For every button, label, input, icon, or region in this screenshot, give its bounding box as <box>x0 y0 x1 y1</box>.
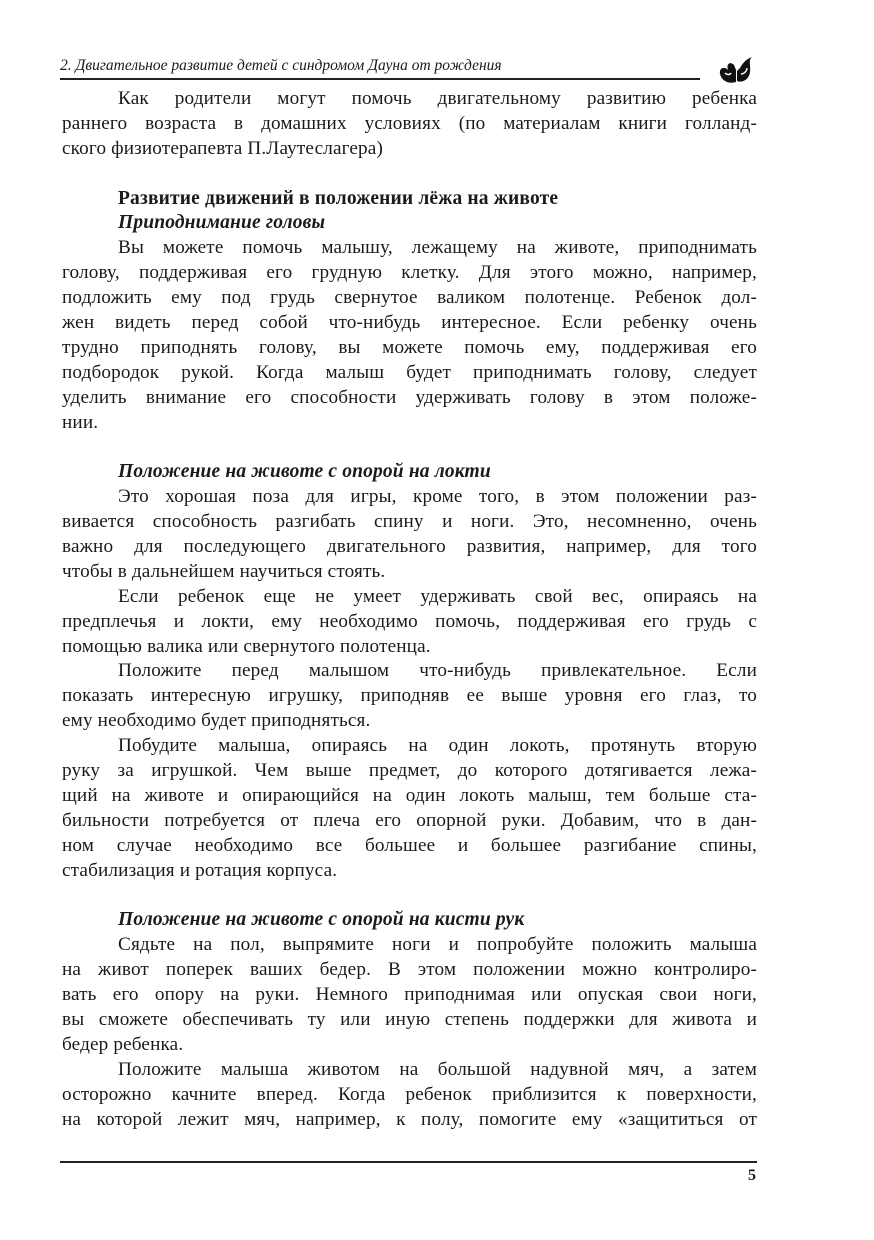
spacer <box>62 884 757 909</box>
text-line: Приподнимание головы <box>118 212 326 234</box>
text-line: ского физиотерапевта П.Лаутеслагера) <box>62 137 384 159</box>
text-line: трудно приподнять голову, вы можете помочь ему, поддерживая его <box>62 336 757 358</box>
page-body <box>62 87 757 1132</box>
section-heading <box>62 187 757 212</box>
text-line: Сядьте на пол, выпрямите ноги и попробуйте положить малыша <box>118 934 757 956</box>
spacer <box>62 162 757 187</box>
text-line: Положите перед малышом что-нибудь привлекательное. Если <box>118 660 757 682</box>
text-line: помощью валика или свернутого полотенца. <box>62 635 431 657</box>
paragraph <box>62 659 757 734</box>
text-line: Это хорошая поза для игры, кроме того, в этом положении раз- <box>118 486 757 508</box>
text-line: Побудите малыша, опираясь на один локоть, протянуть вторую <box>118 735 757 757</box>
text-line: голову, поддерживая его грудную клетку. Для этого можно, например, <box>62 262 757 284</box>
paragraph <box>62 1058 757 1133</box>
section-heading <box>62 460 757 485</box>
text-line: Если ребенок еще не умеет удерживать свой вес, опираясь на <box>118 585 757 607</box>
text-line: показать интересную игрушку, приподняв ее выше уровня его глаз, то <box>62 685 757 707</box>
text-line: Вы можете помочь малышу, лежащему на животе, приподнимать <box>118 237 757 259</box>
paragraph <box>62 236 757 435</box>
text-line: Положение на животе с опорой на кисти рук <box>118 909 525 931</box>
text-line: щий на животе и опирающийся на один локоть малыш, тем больше ста- <box>62 784 757 806</box>
section-heading <box>62 908 757 933</box>
text-line: осторожно качните вперед. Когда ребенок приблизится к поверхности, <box>62 1083 757 1105</box>
spacer <box>62 435 757 460</box>
text-line: подложить ему под грудь свернутое валиком полотенце. Ребенок дол- <box>62 287 757 309</box>
text-line: Положение на животе с опорой на локти <box>118 461 491 483</box>
text-line: Как родители могут помочь двигательному развитию ребенка <box>118 88 757 109</box>
paragraph <box>62 933 757 1057</box>
text-line: на живот поперек ваших бедер. В этом положении можно контролиро- <box>62 959 757 981</box>
page-number: 5 <box>748 1167 756 1184</box>
paragraph <box>62 734 757 883</box>
text-line: вать его опору на руки. Немного приподнимая или опуская свои ноги, <box>62 984 757 1006</box>
running-header <box>60 56 700 80</box>
text-line: уделить внимание его способности удерживать голову в этом положе- <box>62 386 757 408</box>
text-line: стабилизация и ротация корпуса. <box>62 859 338 881</box>
text-line: на которой лежит мяч, например, к полу, помогите ему «защититься от <box>62 1108 757 1130</box>
text-line: нии. <box>62 411 99 433</box>
paragraph <box>62 87 757 162</box>
text-line: ном случае необходимо все большее и большее разгибание спины, <box>62 834 757 856</box>
text-line: жен видеть перед собой что-нибудь интересное. Если ребенку очень <box>62 312 757 334</box>
paragraph <box>62 485 757 585</box>
butterfly-icon <box>716 56 756 86</box>
text-line: важно для последующего двигательного развития, например, для того <box>62 536 757 558</box>
text-line: бедер ребенка. <box>62 1033 184 1055</box>
text-line: подбородок рукой. Когда малыш будет приподнимать голову, следует <box>62 361 757 383</box>
text-line: предплечья и локти, ему необходимо помочь, поддерживая его грудь с <box>62 610 757 632</box>
section-heading <box>62 211 757 236</box>
text-line: бильности потребуется от плеча его опорной руки. Добавим, что в дан- <box>62 809 757 831</box>
text-line: вы сможете обеспечивать ту или иную степень поддержки для живота и <box>62 1008 757 1030</box>
text-line: ему необходимо будет приподняться. <box>62 710 371 732</box>
text-line: Положите малыша животом на большой надувной мяч, а затем <box>118 1058 757 1080</box>
footer-rule <box>60 1161 757 1163</box>
text-line: руку за игрушкой. Чем выше предмет, до которого дотягивается лежа- <box>62 760 757 782</box>
text-line: раннего возраста в домашних условиях (по материалам книги голланд- <box>62 112 757 134</box>
paragraph <box>62 585 757 660</box>
running-title: 2. Двигательное развитие детей с синдромом Дауна от рождения <box>60 57 502 74</box>
text-line: чтобы в дальнейшем научиться стоять. <box>62 560 386 582</box>
text-line: вивается способность разгибать спину и ноги. Это, несомненно, очень <box>62 511 757 533</box>
text-line: Развитие движений в положении лёжа на животе <box>118 187 559 209</box>
